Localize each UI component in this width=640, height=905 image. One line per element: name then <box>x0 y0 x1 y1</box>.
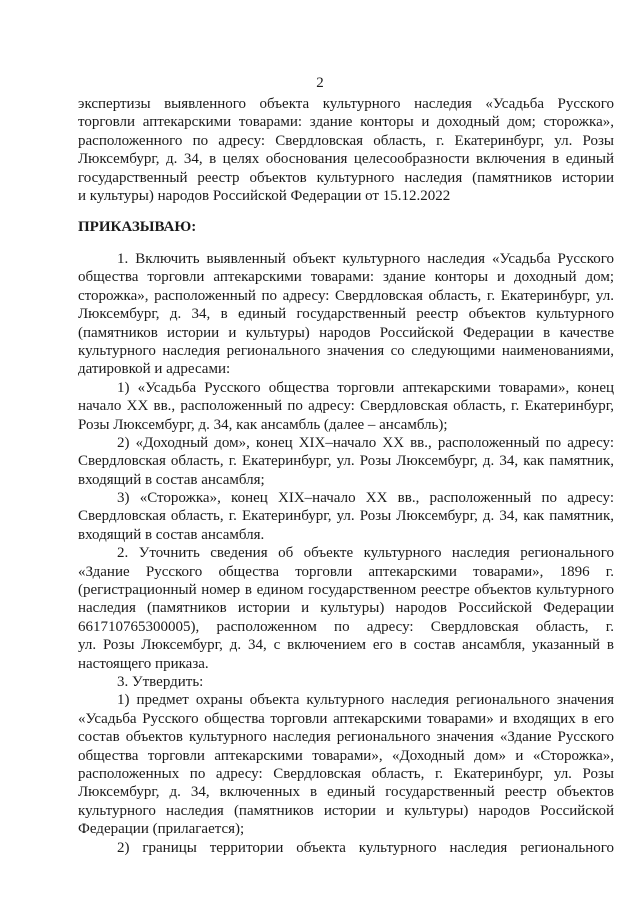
body-line: 1) предмет охраны объекта культурного наследия регионального значения <box>117 692 614 709</box>
intro-line: Люксембург, д. 34, в целях обоснования целесообразности включения в единый <box>78 151 614 168</box>
body-line: (памятников истории и культуры) народов Российской Федерации в качестве <box>78 324 614 341</box>
body-line: Свердловская область, г. Екатеринбург, ул. Розы Люксембург, д. 34, как памятник, <box>78 508 614 525</box>
body-line: культурного наследия (памятников истории и культуры) народов Российской <box>78 802 614 819</box>
body-line: 2) «Доходный дом», конец XIX–начало XX вв., расположенный по адресу: <box>117 434 614 451</box>
body-line: (регистрационный номер в едином государственном реестре объектов культурного <box>78 582 614 599</box>
body-line: 1) «Усадьба Русского общества торговли аптекарскими товарами», конец <box>117 379 614 396</box>
intro-line: торговли аптекарскими товарами: здание конторы и доходный дом; сторожка», <box>78 114 614 131</box>
body-line: сторожка», расположенный по адресу: Свердловская область, г. Екатеринбург, ул. <box>78 287 614 304</box>
body-line: начало XX вв., расположенный по адресу: Свердловская область, г. Екатеринбург, <box>78 398 614 415</box>
body-line: 3. Утвердить: <box>117 673 204 690</box>
intro-line: государственный реестр объектов культурного наследия (памятников истории <box>78 169 614 186</box>
body-line: входящий в состав ансамбля. <box>78 526 265 543</box>
body-line: Люксембург, д. 34, включенных в единый государственный реестр объектов <box>78 784 614 801</box>
body-line: 1. Включить выявленный объект культурного наследия «Усадьба Русского <box>117 251 614 267</box>
body-line: входящий в состав ансамбля; <box>78 471 265 488</box>
body-line: 3) «Сторожка», конец XIX–начало XX вв., расположенный по адресу: <box>117 490 614 507</box>
page-number: 2 <box>316 75 324 91</box>
body-line: наследия (памятников истории и культуры) народов Российской Федерации <box>78 600 614 617</box>
body-line: расположенных по адресу: Свердловская область, г. Екатеринбург, ул. Розы <box>78 765 614 782</box>
body-line: «Здание Русского общества торговли аптекарскими товарами», 1896 г. <box>78 563 614 580</box>
body-line: 661710765300005), расположенном по адресу: Свердловская область, г. <box>78 618 614 635</box>
body-line: культурного наследия регионального значения со следующими наименованиями, <box>78 342 614 359</box>
body-line: «Усадьба Русского общества торговли аптекарскими товарами» и входящих в его <box>78 710 614 727</box>
body-line: Свердловская область, г. Екатеринбург, ул. Розы Люксембург, д. 34, как памятник, <box>78 453 614 470</box>
body-line: Федерации (прилагается); <box>78 821 245 838</box>
body-line: Люксембург, д. 34, в единый государственный реестр объектов культурного <box>78 306 614 323</box>
order-heading: ПРИКАЗЫВАЮ: <box>78 219 197 235</box>
intro-line: расположенного по адресу: Свердловская область, г. Екатеринбург, ул. Розы <box>78 132 614 149</box>
intro-line: экспертизы выявленного объекта культурного наследия «Усадьба Русского <box>78 96 614 112</box>
intro-paragraph <box>78 95 614 205</box>
intro-line: и культуры) народов Российской Федерации от 15.12.2022 <box>78 187 451 204</box>
body-line: общества торговли аптекарскими товарами: здание конторы и доходный дом; <box>78 269 614 286</box>
body-line: датировкой и адресами: <box>78 361 231 378</box>
body-line: общества торговли аптекарскими товарами», «Доходный дом» и «Сторожка», <box>78 747 614 764</box>
order-body <box>78 250 614 857</box>
body-line: 2) границы территории объекта культурного наследия регионального <box>117 839 614 856</box>
body-line: Розы Люксембург, д. 34, как ансамбль (далее – ансамбль); <box>78 416 448 433</box>
body-line: ул. Розы Люксембург, д. 34, с включением его в состав ансамбля, указанный в <box>78 637 614 654</box>
body-line: настоящего приказа. <box>78 655 209 672</box>
body-line: состав объектов культурного наследия регионального значения «Здание Русского <box>78 729 614 746</box>
body-line: 2. Уточнить сведения об объекте культурного наследия регионального <box>117 545 614 562</box>
